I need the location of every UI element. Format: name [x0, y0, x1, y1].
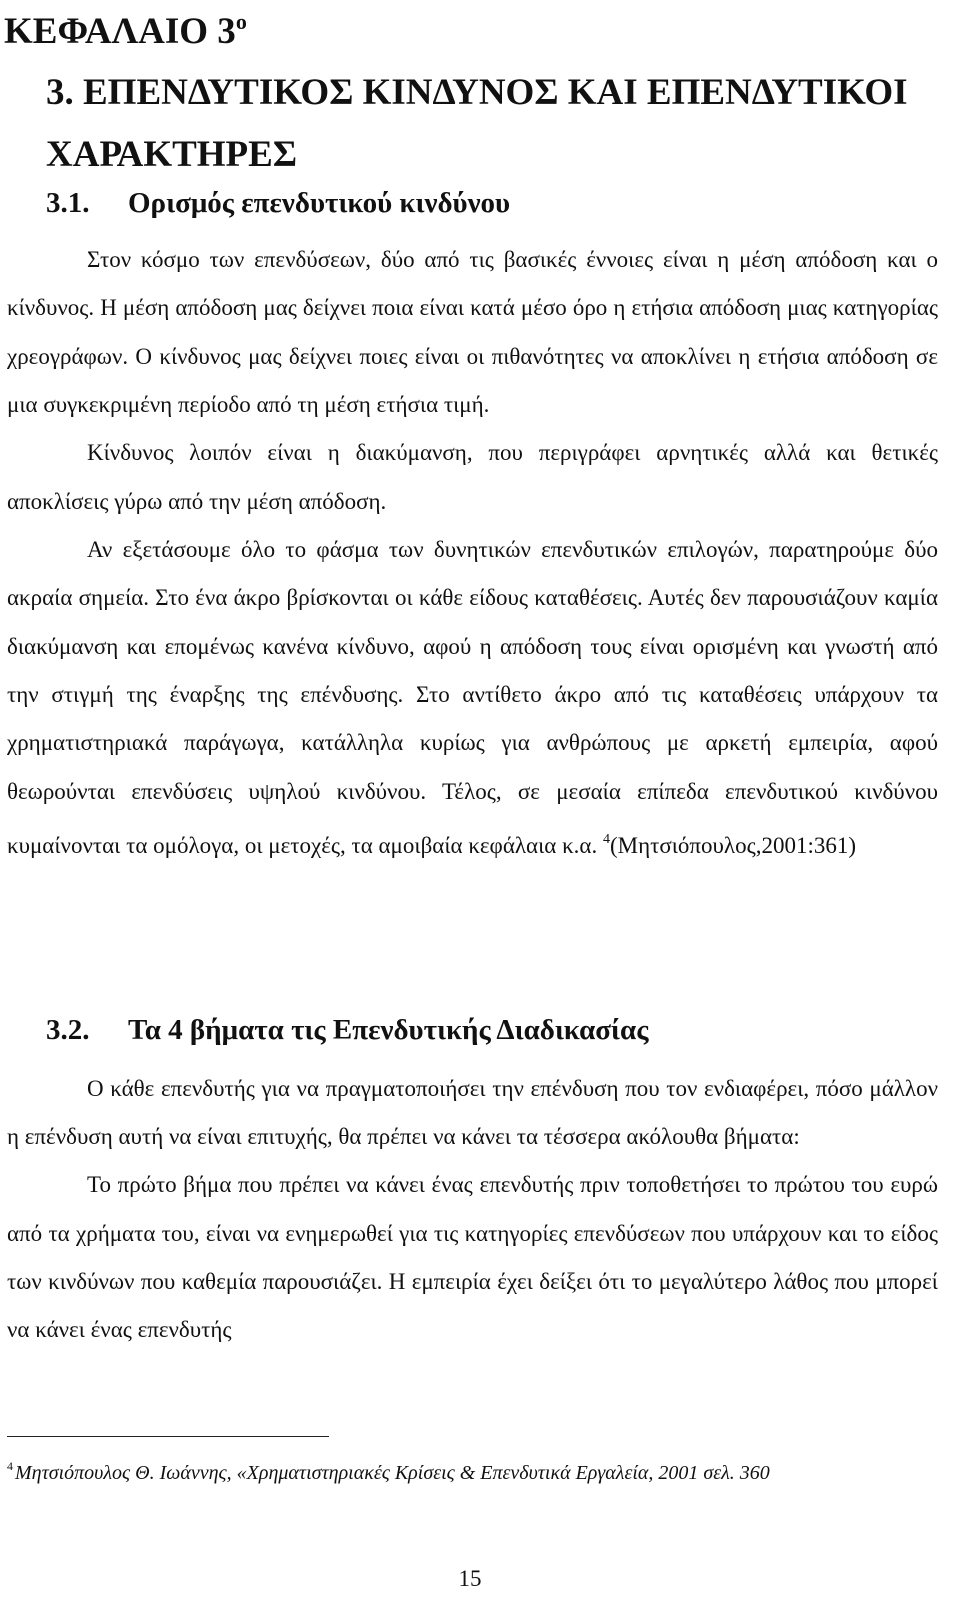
- section-1-heading: [46, 183, 510, 223]
- section-2-title: Τα 4 βήματα τις Επενδυτικής Διαδικασίας: [128, 1014, 649, 1046]
- paragraph: Κίνδυνος λοιπόν είναι η διακύμανση, που περιγράφει αρνητικές αλλά και θετικές αποκλίσεις γύρω από την μέση απόδοση.: [7, 440, 938, 514]
- section-2-body: [7, 1065, 938, 1354]
- chapter-heading: [4, 0, 247, 54]
- section-2-number: 3.2.: [46, 1014, 90, 1046]
- section-1-title: Ορισμός επενδυτικού κινδύνου: [128, 187, 511, 219]
- footnote: [7, 1452, 947, 1487]
- section-1-body: [7, 236, 938, 870]
- footnote-reference[interactable]: 4: [602, 832, 610, 848]
- section-2-heading: [46, 1010, 648, 1050]
- paragraph: Το πρώτο βήμα που πρέπει να κάνει ένας επενδυτής πριν τοποθετήσει το πρώτου του ευρώ από τα χρήματα του, είναι να ενημερωθεί για τις κατηγορίες επενδύσεων που υπάρχουν και το είδος των κινδύνων που καθεμία παρουσιάζει. Η εμπειρία έχει δείξει ότι το μεγαλύτερο λάθος που μπορεί να κάνει ένας επενδυτής: [7, 1172, 938, 1343]
- citation: (Μητσιόπουλος,2001:361): [609, 833, 856, 859]
- footnote-mark: 4: [7, 1459, 13, 1473]
- footnote-text: Μητσιόπουλος Θ. Ιωάννης, «Χρηματιστηριακές Κρίσεις & Επενδυτικά Εργαλεία, 2001 σελ. 360: [15, 1462, 770, 1484]
- paragraph: Στον κόσμο των επενδύσεων, δύο από τις βασικές έννοιες είναι η μέση απόδοση και ο κίνδυνος. Η μέση απόδοση μας δείχνει ποια είναι κατά μέσο όρο η ετήσια απόδοση μιας κατηγορίας χρεογράφων. Ο κίνδυνος μας δείχνει ποιες είναι οι πιθανότητες να αποκλίνει η ετήσια απόδοση σε μια συγκεκριμένη περίοδο από τη μέση ετήσια τιμή.: [7, 247, 938, 418]
- main-title: 3. ΕΠΕΝΔΥΤΙΚΟΣ ΚΙΝΔΥΝΟΣ ΚΑΙ ΕΠΕΝΔΥΤΙΚΟΙ ΧΑΡΑΚΤΗΡΕΣ: [46, 72, 908, 175]
- paragraph: Αν εξετάσουμε όλο το φάσμα των δυνητικών επενδυτικών επιλογών, παρατηρούμε δύο ακραία σημεία. Στο ένα άκρο βρίσκονται οι κάθε είδους καταθέσεις. Αυτές δεν παρουσιάζουν καμία διακύμανση και επομένως κανένα κίνδυνο, αφού η απόδοση τους είναι ορισμένη και γνωστή από την στιγμή της έναρξης της επένδυσης. Στο αντίθετο άκρο από τις καταθέσεις υπάρχουν τα χρηματιστηριακά παράγωγα, κατάλληλα κυρίως για ανθρώπους με αρκετή εμπειρία, αφού θεωρούνται επενδύσεις υψηλού κινδύνου. Τέλος, σε μεσαία επίπεδα επενδυτικού κινδύνου κυμαίνονται τα ομόλογα, οι μετοχές, τα αμοιβαία κεφάλαια κ.α. $^4$(Μητσιόπουλος,2001:361): [7, 537, 938, 859]
- page-number: 15: [458, 1566, 482, 1591]
- paragraph: Ο κάθε επενδυτής για να πραγματοποιήσει την επένδυση που τον ενδιαφέρει, πόσο μάλλον η επένδυση αυτή να είναι επιτυχής, θα πρέπει να κάνει τα τέσσερα ακόλουθα βήματα:: [7, 1076, 938, 1150]
- section-1-number: 3.1.: [46, 187, 90, 219]
- chapter-label: ΚΕΦΑΛΑΙΟ 3: [4, 11, 236, 52]
- chapter-ordinal-sup: ο: [235, 9, 247, 34]
- footnote-separator: [7, 1436, 329, 1437]
